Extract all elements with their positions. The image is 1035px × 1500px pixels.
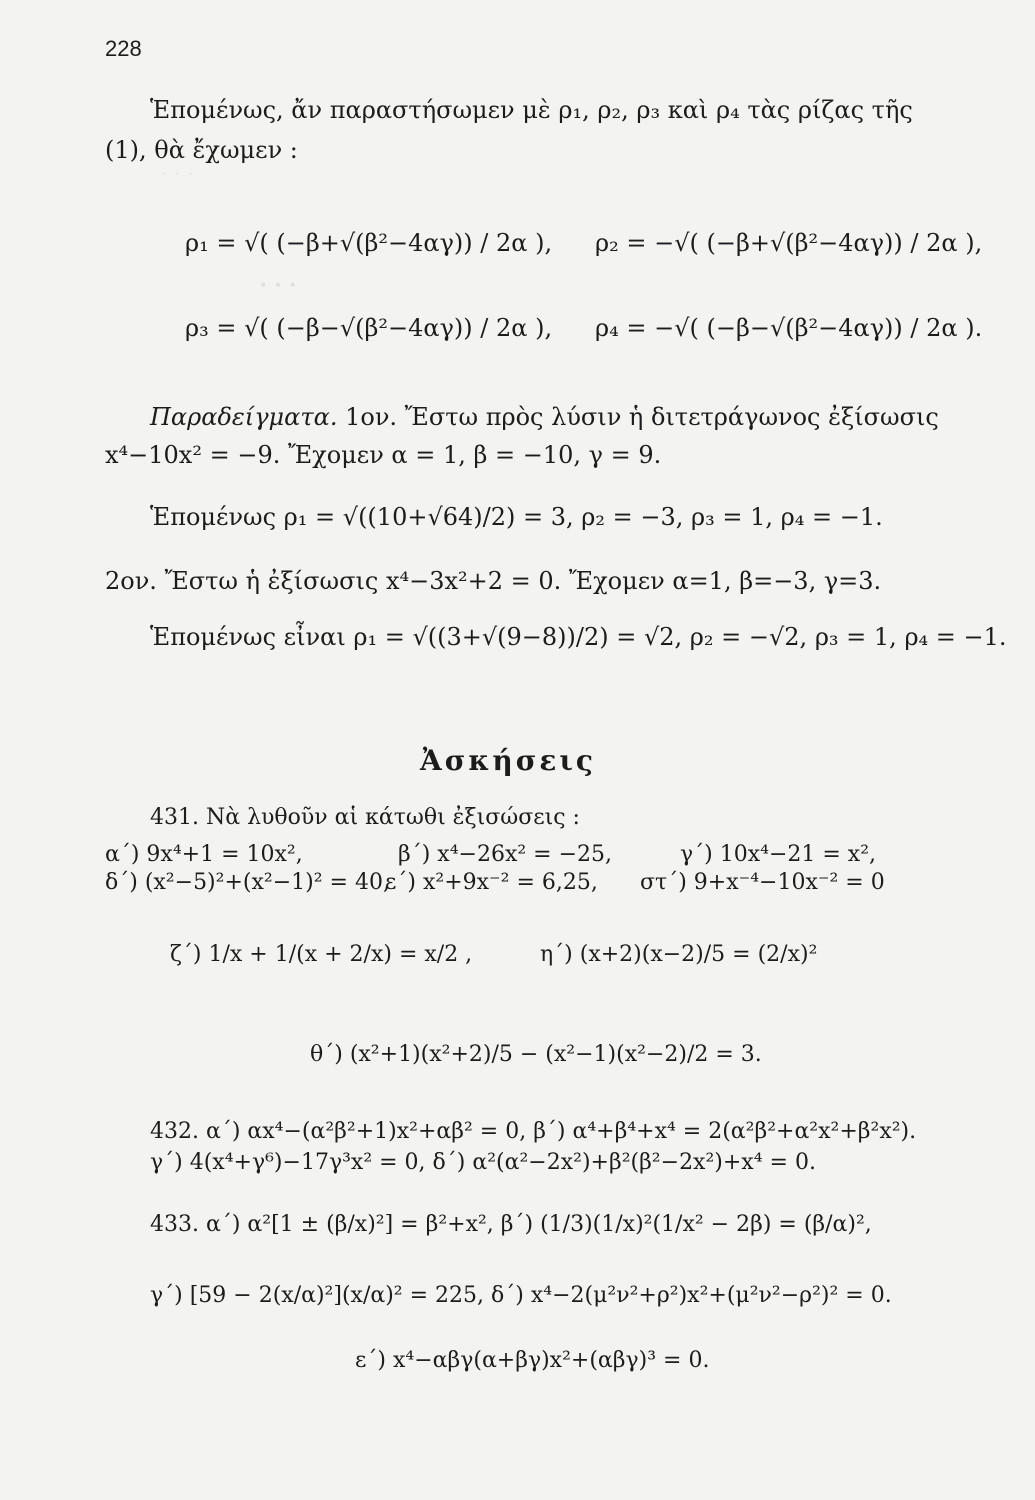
exercise-431-f: στ΄) 9+x⁻⁴−10x⁻² = 0 <box>640 870 885 895</box>
example-2-line-2: Ἑπομένως εἶναι ρ₁ = √((3+√(9−8))/2) = √2, ρ₂ = −√2, ρ₃ = 1, ρ₄ = −1. <box>150 623 1007 651</box>
exercise-433-e: ε΄) x⁴−αβγ(α+βγ)x²+(αβγ)³ = 0. <box>355 1348 710 1373</box>
exercise-431-i: θ΄) (x²+1)(x²+2)/5 − (x²−1)(x²−2)/2 = 3. <box>310 1042 762 1067</box>
intro-line-1: Ἑπομένως, ἄν παραστήσωμεν μὲ ρ₁, ρ₂, ρ₃ καὶ ρ₄ τὰς ρίζας τῆς <box>150 96 913 124</box>
exercises-title: Ἀσκήσεις <box>420 744 596 777</box>
exercise-431-heading: 431. Νὰ λυθοῦν αἱ κάτωθι ἐξισώσεις : <box>150 805 580 830</box>
exercise-431-g: ζ΄) 1/x + 1/(x + 2/x) = x/2 , <box>170 942 473 967</box>
example-1-line-1: 1ον. Ἔστω πρὸς λύσιν ἡ διτετράγωνος ἐξίσωσις <box>345 403 939 431</box>
exercise-432-b: γ΄) 4(x⁴+γ⁶)−17γ³x² = 0, δ΄) α²(α²−2x²)+β²(β²−2x²)+x⁴ = 0. <box>150 1150 816 1175</box>
exercise-431-c: γ΄) 10x⁴−21 = x², <box>680 842 877 867</box>
bleed-through-heading: · · · <box>260 272 298 299</box>
example-2-line-1: 2ον. Ἔστω ἡ ἐξίσωσις x⁴−3x²+2 = 0. Ἔχομεν α=1, β=−3, γ=3. <box>105 567 882 595</box>
exercise-431-e: ε΄) x²+9x⁻² = 6,25, <box>385 870 598 895</box>
exercise-432-a: 432. α΄) αx⁴−(α²β²+1)x²+αβ² = 0, β΄) α⁴+β⁴+x⁴ = 2(α²β²+α²x²+β²x²). <box>150 1119 917 1144</box>
root-formula-4: ρ₄ = −√( (−β−√(β²−4αγ)) / 2α ). <box>595 314 983 342</box>
bleed-through-text: · · · <box>160 160 195 185</box>
exercise-431-b: β΄) x⁴−26x² = −25, <box>398 842 613 867</box>
exercise-433-g: γ΄) [59 − 2(x/α)²](x/α)² = 225, δ΄) x⁴−2(μ²ν²+ρ²)x²+(μ²ν²−ρ²)² = 0. <box>150 1283 892 1308</box>
exercise-431-d: δ΄) (x²−5)²+(x²−1)² = 40, <box>105 870 390 895</box>
root-formula-3: ρ₃ = √( (−β−√(β²−4αγ)) / 2α ), <box>185 314 553 342</box>
intro-line-2: (1), θὰ ἔχωμεν : <box>105 136 298 164</box>
example-1-line-2: x⁴−10x² = −9. Ἔχομεν α = 1, β = −10, γ = 9. <box>105 441 662 469</box>
root-formula-2: ρ₂ = −√( (−β+√(β²−4αγ)) / 2α ), <box>595 229 983 257</box>
page-number: 228 <box>105 36 142 61</box>
exercise-431-h: η΄) (x+2)(x−2)/5 = (2/x)² <box>540 942 818 967</box>
example-1-line-3: Ἑπομένως ρ₁ = √((10+√64)/2) = 3, ρ₂ = −3, ρ₃ = 1, ρ₄ = −1. <box>150 503 883 531</box>
examples-heading: Παραδείγματα. <box>150 403 338 431</box>
root-formula-1: ρ₁ = √( (−β+√(β²−4αγ)) / 2α ), <box>185 229 553 257</box>
exercise-433-a: 433. α΄) α²[1 ± (β/x)²] = β²+x², β΄) (1/3)(1/x)²(1/x² − 2β) = (β/α)², <box>150 1212 872 1237</box>
exercise-431-a: α΄) 9x⁴+1 = 10x², <box>105 842 303 867</box>
